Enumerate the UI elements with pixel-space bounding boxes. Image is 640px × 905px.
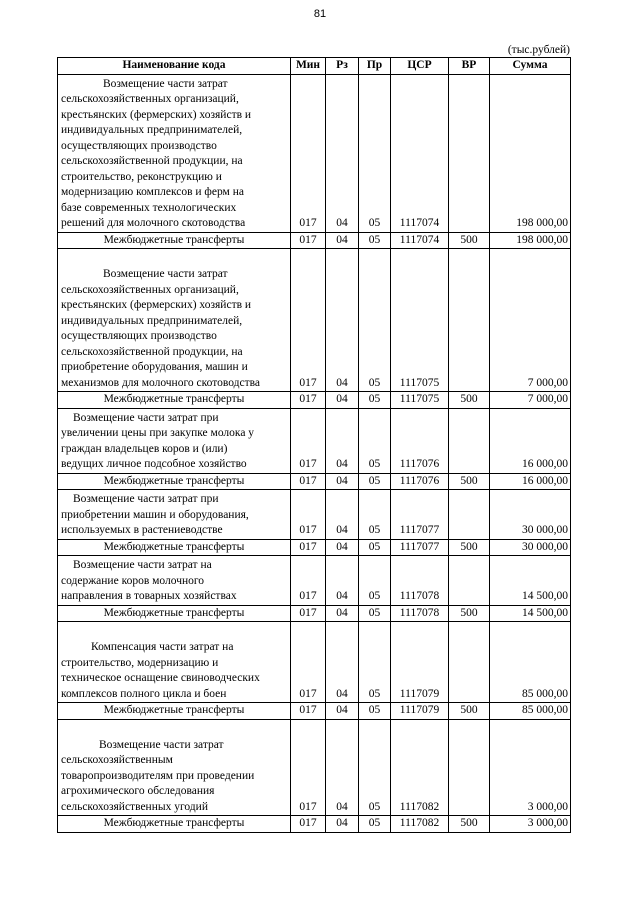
table-row [58, 408, 571, 473]
item-name-line: осуществляющих производство [61, 139, 217, 152]
transfer-min: 017 [291, 703, 326, 720]
table-body [58, 74, 571, 832]
item-min: 017 [291, 490, 326, 540]
header-name: Наименование кода [58, 58, 291, 75]
item-name [58, 556, 291, 606]
transfer-min: 017 [291, 816, 326, 833]
item-name-line: решений для молочного скотоводства [61, 217, 246, 229]
transfer-min: 017 [291, 392, 326, 409]
item-name-line: сельскохозяйственных угодий [61, 800, 208, 813]
item-name-line: модернизацию комплексов и ферм на [61, 186, 244, 198]
item-name-line: сельскохозяйственной продукции, на [61, 345, 243, 358]
item-min: 017 [291, 719, 326, 816]
page-number: 81 [313, 8, 327, 20]
item-rz: 04 [326, 622, 359, 703]
table-row [58, 249, 571, 392]
item-name-line: граждан владельцев коров и (или) [61, 442, 228, 455]
item-name-line: комплексов полного цикла и боен [61, 687, 227, 700]
transfer-csr: 1117074 [391, 232, 449, 249]
item-name-line: сельскохозяйственным [61, 754, 173, 766]
transfer-min: 017 [291, 539, 326, 556]
item-csr: 1117078 [391, 556, 449, 606]
transfer-csr: 1117075 [391, 392, 449, 409]
item-rz: 04 [326, 490, 359, 540]
item-rz: 04 [326, 719, 359, 816]
table-row [58, 74, 571, 232]
item-name-line: Возмещение части затрат [99, 738, 224, 751]
item-vr [449, 74, 490, 232]
transfer-sum: 14 500,00 [490, 605, 571, 622]
item-name-line: крестьянских (фермерских) хозяйств и [61, 299, 252, 311]
item-vr [449, 249, 490, 392]
transfer-pr: 05 [359, 392, 391, 409]
item-rz: 04 [326, 408, 359, 473]
header-rz: Рз [326, 58, 359, 75]
item-csr: 1117075 [391, 249, 449, 392]
header-row [58, 58, 571, 75]
transfer-name: Межбюджетные трансферты [58, 539, 291, 556]
item-rz: 04 [326, 556, 359, 606]
transfer-csr: 1117078 [391, 605, 449, 622]
item-name-line: используемых в растениеводстве [61, 524, 223, 536]
transfer-vr: 500 [449, 816, 490, 833]
header-vr: ВР [449, 58, 490, 75]
header-csr: ЦСР [391, 58, 449, 75]
item-name [58, 249, 291, 392]
transfer-name: Межбюджетные трансферты [58, 605, 291, 622]
item-vr [449, 556, 490, 606]
transfer-min: 017 [291, 232, 326, 249]
item-pr: 05 [359, 490, 391, 540]
item-csr: 1117079 [391, 622, 449, 703]
transfer-name: Межбюджетные трансферты [58, 392, 291, 409]
transfer-name: Межбюджетные трансферты [58, 473, 291, 490]
item-pr: 05 [359, 249, 391, 392]
item-rz: 04 [326, 74, 359, 232]
budget-table [57, 57, 571, 833]
item-csr: 1117077 [391, 490, 449, 540]
item-name [58, 408, 291, 473]
transfer-rz: 04 [326, 232, 359, 249]
item-name [58, 719, 291, 816]
transfer-sum: 7 000,00 [490, 392, 571, 409]
item-name-line: индивидуальных предпринимателей, [61, 314, 243, 327]
item-sum: 14 500,00 [490, 556, 571, 606]
units-label: (тыс.рублей) [507, 44, 570, 56]
table-row [58, 622, 571, 703]
item-name-line: сельскохозяйственных организаций, [61, 283, 239, 296]
item-name-line: индивидуальных предпринимателей, [61, 124, 243, 136]
item-name-line: сельскохозяйственной продукции, на [61, 155, 243, 167]
table-row [58, 556, 571, 606]
transfer-row [58, 232, 571, 249]
transfer-row [58, 539, 571, 556]
transfer-pr: 05 [359, 473, 391, 490]
item-vr [449, 490, 490, 540]
item-pr: 05 [359, 74, 391, 232]
item-min: 017 [291, 408, 326, 473]
transfer-rz: 04 [326, 816, 359, 833]
item-sum: 85 000,00 [490, 622, 571, 703]
item-name-line: базе современных технологических [61, 201, 237, 214]
transfer-row [58, 605, 571, 622]
transfer-vr: 500 [449, 392, 490, 409]
item-min: 017 [291, 74, 326, 232]
item-pr: 05 [359, 556, 391, 606]
item-sum: 30 000,00 [490, 490, 571, 540]
transfer-sum: 198 000,00 [490, 232, 571, 249]
item-name-line: агрохимического обследования [61, 785, 215, 797]
item-name-line: Возмещение части затрат на [73, 559, 212, 571]
item-name-line: товаропроизводителям при проведении [61, 769, 255, 782]
transfer-name: Межбюджетные трансферты [58, 232, 291, 249]
header-min: Мин [291, 58, 326, 75]
item-name-line: строительство, модернизацию и [61, 656, 219, 669]
transfer-csr: 1117079 [391, 703, 449, 720]
item-name-line: увеличении цены при закупке молока у [61, 427, 255, 439]
transfer-rz: 04 [326, 605, 359, 622]
item-name-line: приобретении машин и оборудования, [61, 508, 249, 521]
transfer-vr: 500 [449, 605, 490, 622]
transfer-row [58, 473, 571, 490]
item-name-line: строительство, реконструкцию и [61, 170, 222, 183]
item-min: 017 [291, 622, 326, 703]
item-vr [449, 719, 490, 816]
item-sum: 198 000,00 [490, 74, 571, 232]
transfer-name: Межбюджетные трансферты [58, 816, 291, 833]
item-csr: 1117082 [391, 719, 449, 816]
item-min: 017 [291, 556, 326, 606]
item-name-line: приобретение оборудования, машин и [61, 361, 248, 373]
table-row [58, 719, 571, 816]
item-sum: 7 000,00 [490, 249, 571, 392]
item-name-line: Компенсация части затрат на [91, 641, 234, 653]
transfer-row [58, 392, 571, 409]
item-name-line: Возмещение части затрат при [73, 411, 219, 424]
transfer-pr: 05 [359, 605, 391, 622]
item-name-line: Возмещение части затрат [103, 268, 228, 280]
transfer-min: 017 [291, 473, 326, 490]
item-name-line: механизмов для молочного скотоводства [61, 376, 260, 389]
transfer-rz: 04 [326, 473, 359, 490]
item-csr: 1117074 [391, 74, 449, 232]
item-name [58, 622, 291, 703]
transfer-rz: 04 [326, 539, 359, 556]
transfer-vr: 500 [449, 539, 490, 556]
item-name [58, 490, 291, 540]
transfer-vr: 500 [449, 703, 490, 720]
header-sum: Сумма [490, 58, 571, 75]
item-vr [449, 622, 490, 703]
item-sum: 3 000,00 [490, 719, 571, 816]
item-name-line: ведущих личное подсобное хозяйство [61, 458, 247, 470]
header-pr: Пр [359, 58, 391, 75]
item-name-line: осуществляющих производство [61, 330, 217, 342]
transfer-name: Межбюджетные трансферты [58, 703, 291, 720]
item-min: 017 [291, 249, 326, 392]
transfer-row [58, 703, 571, 720]
item-name-line: крестьянских (фермерских) хозяйств и [61, 108, 252, 121]
item-name-line: Возмещение части затрат при [73, 493, 219, 505]
item-csr: 1117076 [391, 408, 449, 473]
item-name-line: направления в товарных хозяйствах [61, 590, 237, 602]
item-name-line: техническое оснащение свиноводческих [61, 672, 260, 684]
transfer-sum: 3 000,00 [490, 816, 571, 833]
transfer-min: 017 [291, 605, 326, 622]
transfer-rz: 04 [326, 703, 359, 720]
transfer-vr: 500 [449, 473, 490, 490]
transfer-csr: 1117076 [391, 473, 449, 490]
table-row [58, 490, 571, 540]
item-name-line: сельскохозяйственных организаций, [61, 93, 239, 105]
item-name-line: содержание коров молочного [61, 574, 205, 587]
item-pr: 05 [359, 408, 391, 473]
transfer-sum: 30 000,00 [490, 539, 571, 556]
transfer-pr: 05 [359, 816, 391, 833]
item-pr: 05 [359, 719, 391, 816]
transfer-sum: 85 000,00 [490, 703, 571, 720]
transfer-sum: 16 000,00 [490, 473, 571, 490]
transfer-vr: 500 [449, 232, 490, 249]
item-pr: 05 [359, 622, 391, 703]
transfer-pr: 05 [359, 232, 391, 249]
transfer-rz: 04 [326, 392, 359, 409]
transfer-row [58, 816, 571, 833]
transfer-csr: 1117077 [391, 539, 449, 556]
item-name-line: Возмещение части затрат [103, 77, 228, 90]
transfer-csr: 1117082 [391, 816, 449, 833]
item-rz: 04 [326, 249, 359, 392]
item-sum: 16 000,00 [490, 408, 571, 473]
item-vr [449, 408, 490, 473]
transfer-pr: 05 [359, 539, 391, 556]
item-name [58, 74, 291, 232]
transfer-pr: 05 [359, 703, 391, 720]
